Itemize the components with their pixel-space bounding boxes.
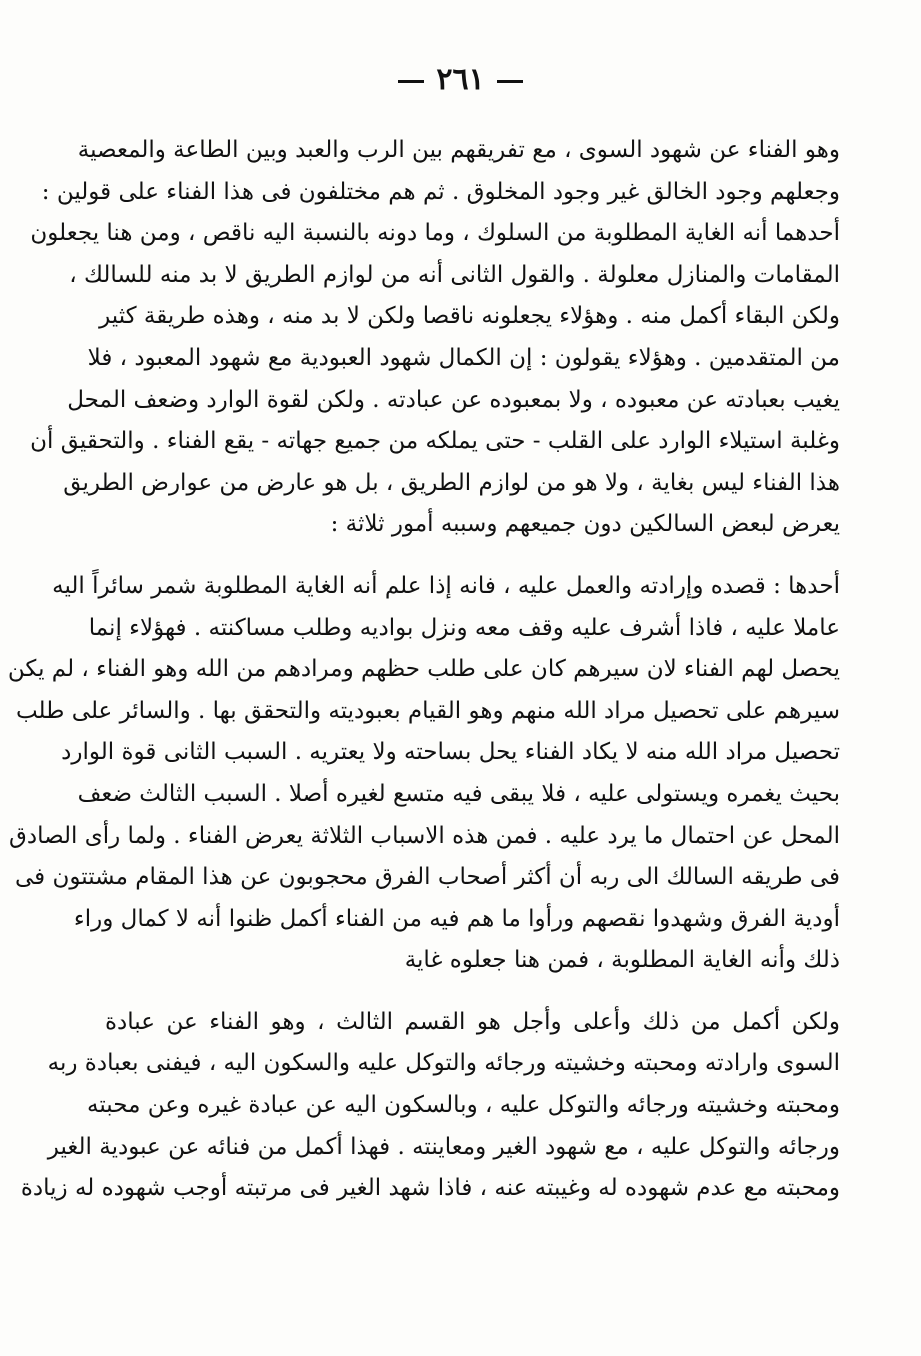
dash-right [497, 80, 523, 83]
text-line: يعرض لبعض السالكين دون جميعهم وسببه أمور ثلاثة : [330, 511, 840, 538]
text-line: يحصل لهم الفناء لان سيرهم كان على طلب حظهم ومرادهم من الله وهو الفناء ، لم يكن [7, 656, 840, 683]
text-line: بحيث يغمره ويستولى عليه ، فلا يبقى فيه متسع لغيره أصلا . السبب الثالث ضعف [77, 780, 840, 807]
paragraph-gap [105, 982, 840, 1002]
paragraph-2 [7, 566, 840, 982]
text-line: وجعلهم وجود الخالق غير وجود المخلوق . ثم هم مختلفون فى هذا الفناء على قولين : [41, 178, 840, 205]
text-line: ولكن أكمل من ذلك وأعلى وأجل هو القسم الثالث ، وهو الفناء عن عبادة [105, 1008, 840, 1035]
text-line: ورجائه والتوكل عليه ، مع شهود الغير ومعاينته . فهذا أكمل من فنائه عن عبودية الغير [47, 1133, 840, 1160]
text-line: أودية الفرق وشهدوا نقصهم ورأوا ما هم فيه من الفناء أكمل ظنوا أنه لا كمال وراء [73, 905, 840, 932]
page-number-header [0, 62, 921, 97]
text-line: ومحبته وخشيته ورجائه والتوكل عليه ، وبالسكون اليه عن عبادة غيره وعن محبته [87, 1092, 840, 1119]
text-line: ذلك وأنه الغاية المطلوبة ، فمن هنا جعلوه غاية [404, 947, 840, 974]
paragraph-3 [20, 1002, 840, 1210]
text-line: وهو الفناء عن شهود السوى ، مع تفريقهم بين الرب والعبد وبين الطاعة والمعصية [77, 137, 840, 163]
text-line: أحدهما أنه الغاية المطلوبة من السلوك ، وما دونه بالنسبة اليه ناقص ، ومن هنا يجعلون [30, 220, 840, 247]
text-line: يغيب بعبادته عن معبوده ، ولا بمعبوده عن عبادته . ولكن لقوة الوارد وضعف المحل [67, 386, 840, 413]
text-line: من المتقدمين . وهؤلاء يقولون : إن الكمال شهود العبودية مع شهود المعبود ، فلا [87, 344, 840, 371]
dash-left [398, 80, 424, 83]
text-line: السوى وارادته ومحبته وخشيته ورجائه والتوكل عليه والسكون اليه ، فيفنى بعبادة ربه [47, 1050, 840, 1077]
page-number: ٢٦١ [436, 62, 485, 97]
paragraph-1 [30, 130, 840, 546]
text-line: سيرهم على تحصيل مراد الله منهم وهو القيام بعبوديته والتحقق بها . والسائر على طلب [15, 697, 840, 724]
paragraph-gap [105, 546, 840, 566]
text-line: المحل عن احتمال ما يرد عليه . فمن هذه الاسباب الثلاثة يعرض الفناء . ولما رأى الصادق [9, 822, 840, 849]
text-line: تحصيل مراد الله منه لا يكاد الفناء يحل بساحته ولا يعتريه . السبب الثانى قوة الوارد [61, 739, 840, 766]
text-line: أحدها : قصده وإرادته والعمل عليه ، فانه إذا علم أنه الغاية المطلوبة شمر سائراً اليه [52, 572, 840, 599]
text-line: ولكن البقاء أكمل منه . وهؤلاء يجعلونه ناقصا ولكن لا بد منه ، وهذه طريقة كثير [99, 303, 840, 330]
text-line: ومحبته مع عدم شهوده له وغيبته عنه ، فاذا شهد الغير فى مرتبته أوجب شهوده له زيادة [20, 1175, 840, 1202]
text-line: المقامات والمنازل معلولة . والقول الثانى أنه من لوازم الطريق لا بد منه للسالك ، [69, 261, 840, 288]
text-line: وغلبة استيلاء الوارد على القلب - حتى يملكه من جميع جهاته - يقع الفناء . والتحقيق أن [30, 428, 840, 455]
body-text [7, 130, 840, 1210]
text-line: فى طريقه السالك الى ربه أن أكثر أصحاب الفرق محجوبون عن هذا المقام مشتتون فى [15, 864, 840, 891]
text-line: عاملا عليه ، فاذا أشرف عليه وقف معه ونزل بواديه وطلب مساكنته . فهؤلاء إنما [88, 614, 840, 641]
text-line: هذا الفناء ليس بغاية ، ولا هو من لوازم الطريق ، بل هو عارض من عوارض الطريق [63, 469, 840, 496]
